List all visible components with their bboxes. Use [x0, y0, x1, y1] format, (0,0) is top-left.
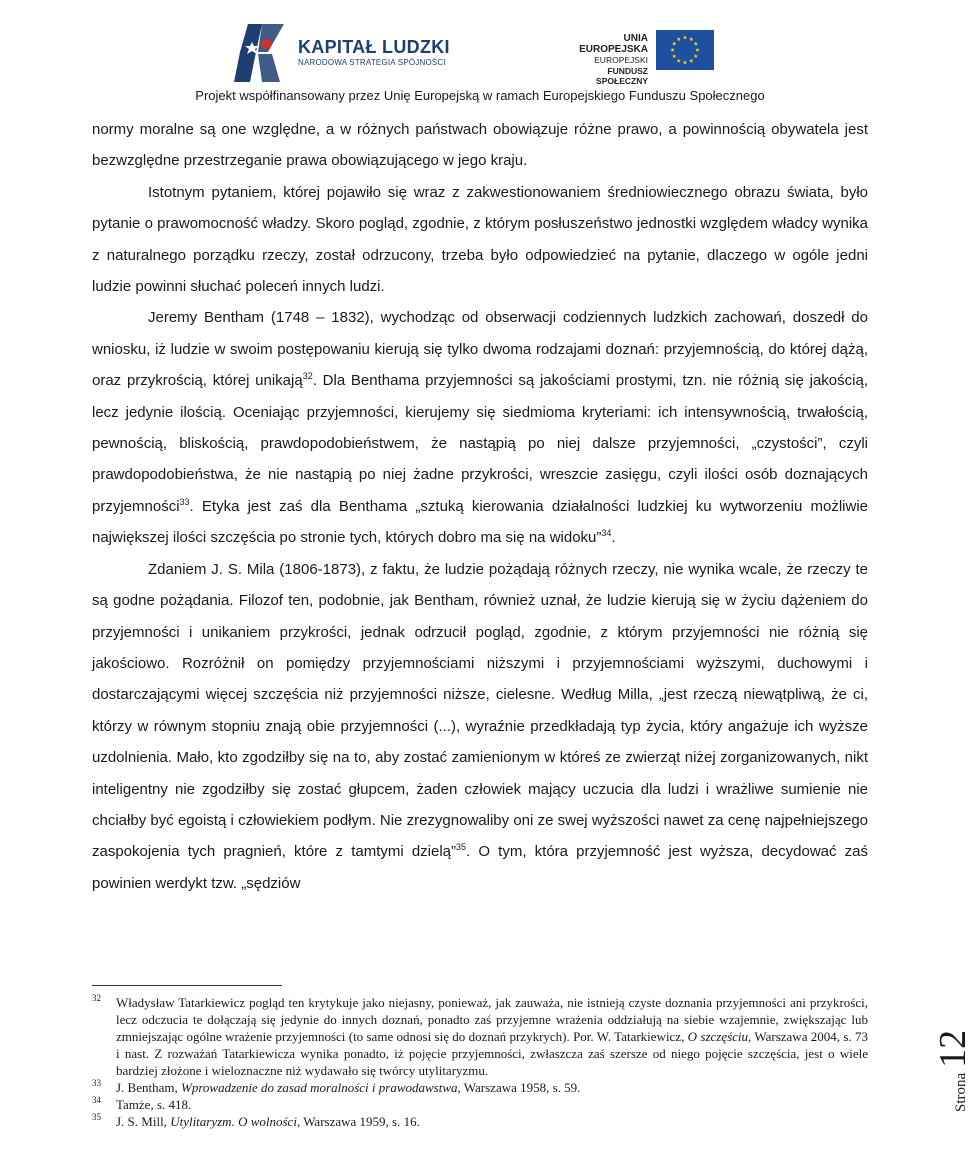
footnote-text: Tamże, s. 418.: [116, 1097, 192, 1112]
footnote-text: Władysław Tatarkiewicz pogląd ten krytykuje jako niejasny, ponieważ, jak zauważa, nie istnieją czyste doznania przyjemności ani przykrości, lecz odczucia te dołączają się jedynie do innych doznań, ponadto zaś przyjemne wrażenia oddziałują na siebie wzajemnie, zwiększając lub zmniejszając ogólne wrażenie przyjemności (to same odnosi się do doznań przykrych). Por. W. Tatarkiewicz,: [116, 995, 868, 1044]
footnotes: [92, 994, 868, 1130]
footnote-34: [92, 1096, 868, 1113]
eu-line-1: UNIA EUROPEJSKA: [579, 33, 648, 55]
footnote-number: 33: [92, 1078, 101, 1088]
footnote-ref-32[interactable]: 32: [302, 371, 313, 382]
paragraph-1: [92, 114, 868, 177]
kapital-ludzki-logo-icon: [232, 22, 292, 84]
project-cofinancing-line: Projekt współfinansowany przez Unię Europejską w ramach Europejskiego Funduszu Społecznego: [195, 88, 765, 103]
footnote-35: [92, 1113, 868, 1130]
page-label: Strona: [953, 1072, 969, 1112]
footnote-32: [92, 994, 868, 1079]
footnote-title: Wprowadzenie do zasad moralności i prawodawstwa: [181, 1080, 458, 1095]
paragraph-4-text-b: . O tym, która przyjemność jest wyższa, decydować zaś powinien werdykt tzw. „sędziów: [92, 843, 868, 892]
paragraph-4: [92, 554, 868, 899]
kapital-ludzki-subtitle: NARODOWA STRATEGIA SPÓJNOŚCI: [298, 58, 446, 67]
paragraph-1-text: normy moralne są one względne, a w różnych państwach obowiązuje różne prawo, a powinnością obywatela jest bezwzględne przestrzeganie prawa obowiązującego w jego kraju.: [92, 121, 868, 170]
footnote-ref-35[interactable]: 35: [456, 842, 467, 853]
footnote-title: O szczęściu: [687, 1029, 749, 1044]
eu-line-3: FUNDUSZ SPOŁECZNY: [596, 65, 648, 86]
paragraph-3-text-d: .: [611, 529, 616, 547]
kapital-ludzki-title: KAPITAŁ LUDZKI: [298, 37, 450, 57]
paragraph-3: [92, 302, 868, 553]
eu-line-2: EUROPEJSKI: [594, 55, 648, 65]
footnote-separator: [92, 985, 282, 986]
footnote-text: J. S. Mill,: [116, 1114, 171, 1129]
footnote-text: , Warszawa 2004, s. 73 i nast. Z rozważań Tatarkiewicza wynika ponadto, iż pojęcie przyjemności, zwłaszcza zaś szersze od niego pojęcie szczęścia, jest o wiele bardziej złożone i wieloznaczne niż wydawało się twórcy utylitaryzmu.: [116, 1029, 868, 1078]
page-header: [0, 0, 960, 116]
footnote-text: , Warszawa 1958, s. 59.: [457, 1080, 581, 1095]
footnote-text: J. Bentham,: [116, 1080, 181, 1095]
page-number: 12: [932, 1029, 974, 1068]
footnote-33: [92, 1079, 868, 1096]
footnote-ref-33[interactable]: 33: [179, 496, 190, 507]
footnote-ref-34[interactable]: 34: [601, 528, 612, 539]
eu-text-block: [560, 34, 648, 87]
footnote-number: 34: [92, 1095, 101, 1105]
paragraph-3-text-b: . Dla Benthama przyjemności są jakościami prostymi, tzn. nie różnią się jakością, lecz jedynie ilością. Oceniając przyjemności, kierujemy się siedmioma kryteriami: ich intensywnością, trwałością, pewnością, bliskością, prawdopodobieństwem, że nastąpią po niej dalsze przyjemności, „czystości”, czyli prawdopodobieństwa, że nie nastąpią po niej żadne przykrości, wreszcie zasięgu, czyli ilości osób doznających przyjemności: [92, 372, 868, 515]
main-text: [92, 114, 868, 899]
footnote-number: 35: [92, 1112, 101, 1122]
footnote-title: Utylitaryzm. O wolności: [170, 1114, 297, 1129]
paragraph-2: [92, 177, 868, 303]
paragraph-4-text-a: Zdaniem J. S. Mila (1806-1873), z faktu, że ludzie pożądają różnych rzeczy, nie wynika wcale, że rzeczy te są godne pożądania. Filozof ten, podobnie, jak Bentham, również uznał, że ludzie kierują się w życiu dążeniem do przyjemności i unikaniem przykrości, jednak odrzucił pogląd, zgodnie, z którym przyjemności nie różnią się jakościowo. Rozróżnił on pomiędzy przyjemnościami niższymi i przyjemnościami wyższymi, duchowymi i dostarczającymi więcej szczęścia niż przyjemności niższe, cielesne. Według Milla, „jest rzeczą niewątpliwą, że ci, którzy w równym stopniu znają obie przyjemności (...), wyraźnie przedkładają typ życia, który angażuje ich wyższe uzdolnienia. Mało, kto zgodziłby się na to, aby zostać zamienionym w któreś ze zwierząt niżej zorganizowanych, nikt inteligentny nie zgodziłby się zostać głupcem, żaden człowiek mający uczucia dla ludzi i wrażliwe sumienie nie chciałby być egoistą i człowiekiem podłym. Nie zrezygnowaliby oni ze swej wyższości nawet za cenę najpełniejszego zaspokojenia tych pragnień, które z tamtymi dzielą”: [92, 560, 868, 861]
paragraph-2-text: Istotnym pytaniem, której pojawiło się wraz z zakwestionowaniem średniowiecznego obrazu świata, było pytanie o prawomocność władzy. Skoro pogląd, zgodnie, z którym posłuszeństwo jednostki względem władcy wynika z naturalnego porządku rzeczy, został odrzucony, trzeba było odpowiedzieć na pytanie, dlaczego w ogóle jedni ludzie powinni słuchać poleceń innych ludzi.: [92, 183, 868, 296]
footnote-number: 32: [92, 993, 101, 1003]
page-number-mark: [934, 1030, 972, 1112]
footnote-text: , Warszawa 1959, s. 16.: [296, 1114, 420, 1129]
paragraph-3-text-c: . Etyka jest zaś dla Benthama „sztuką kierowania działalności ludzkiej ku wytworzeniu możliwie największej ilości szczęścia po stronie tych, których dobro ma się na widoku”: [92, 497, 868, 547]
paragraph-3-text-a: Jeremy Bentham (1748 – 1832), wychodząc od obserwacji codziennych ludzkich zachowań, doszedł do wniosku, iż ludzie w swoim postępowaniu kierują się tylko dwoma rodzajami doznań: przyjemnością, do której dążą, oraz przykrością, której unikają: [92, 309, 868, 390]
eu-flag-icon: [656, 30, 714, 70]
